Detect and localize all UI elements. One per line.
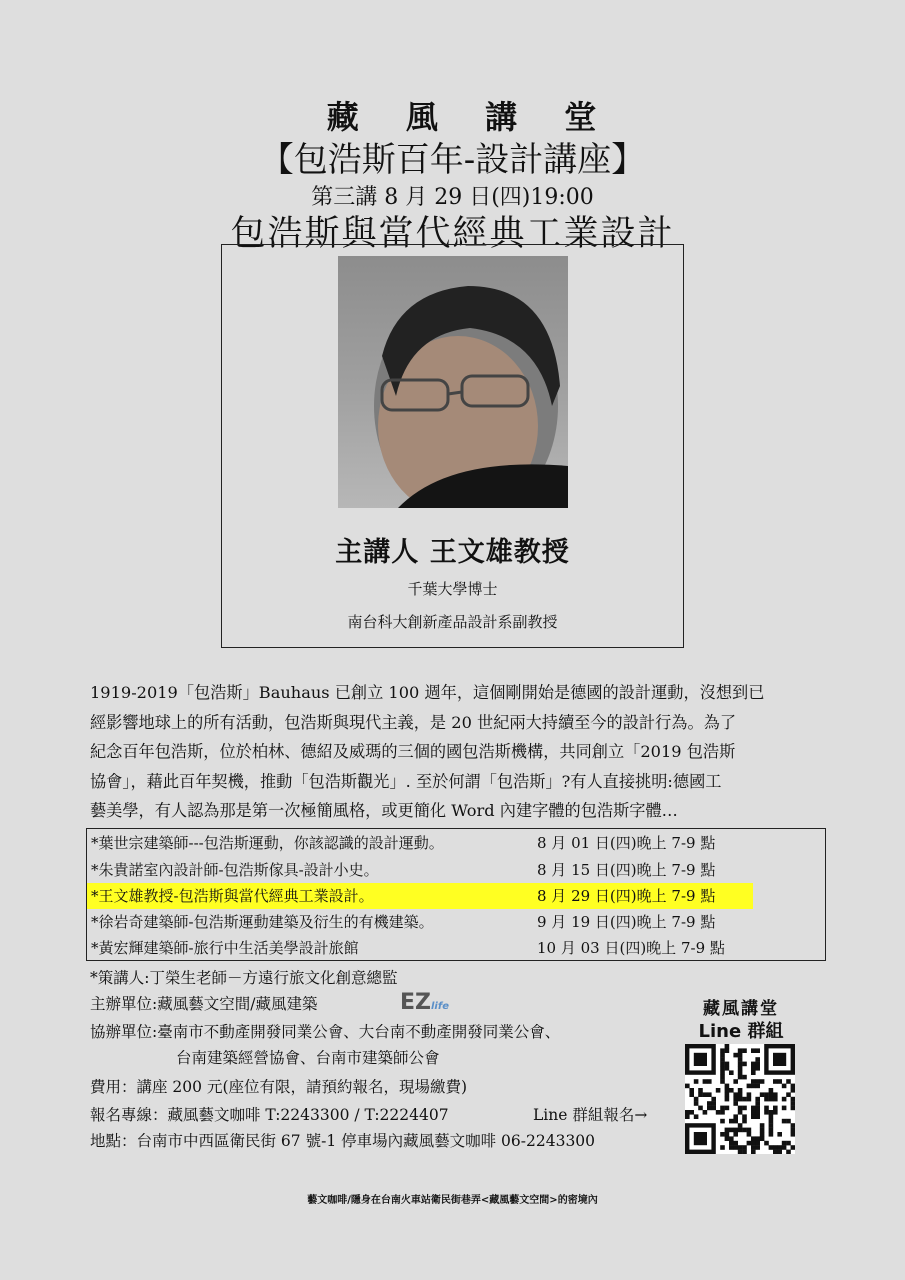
schedule-table — [86, 828, 826, 961]
schedule-row — [87, 935, 825, 961]
session-date: 第三講 8 月 29 日(四)19:00 — [311, 185, 594, 210]
talk-title: 包浩斯與當代經典工業設計 — [230, 214, 675, 254]
co-organizer-line: 台南建築經營協會、台南市建築師公會 — [176, 1049, 440, 1067]
schedule-row-highlighted — [87, 883, 753, 909]
speaker-credential: 千葉大學博士 — [407, 580, 498, 598]
schedule-row — [87, 830, 825, 856]
intro-line: 協會」，藉此百年契機，推動「包浩斯觀光」. 至於何謂「包浩斯」?有人直接挑明:德國工 — [90, 771, 722, 791]
schedule-topic: *朱貴諾室內設計師-包浩斯傢具-設計小史。 — [91, 861, 379, 879]
series-title: 【包浩斯百年-設計講座】 — [259, 140, 646, 180]
intro-line: 紀念百年包浩斯，位於柏林、德紹及威瑪的三個的國包浩斯機構，共同創立「2019 包浩斯 — [90, 742, 736, 761]
fee-line: 費用：講座 200 元(座位有限，請預約報名，現場繳費) — [90, 1078, 468, 1096]
schedule-date: 8 月 29 日(四)晚上 7-9 點 — [537, 887, 716, 905]
curator-line: *策講人:丁榮生老師－方遠行旅文化創意總監 — [90, 969, 398, 987]
qr-subtitle: Line 群組 — [698, 1021, 784, 1042]
speaker-credential: 南台科大創新產品設計系副教授 — [347, 613, 558, 631]
organizer-line: 主辦單位:藏風藝文空間/藏風建築 — [90, 995, 318, 1013]
schedule-date: 9 月 19 日(四)晚上 7-9 點 — [537, 913, 716, 931]
schedule-topic: *王文雄教授-包浩斯與當代經典工業設計。 — [91, 887, 374, 905]
speaker-name: 主講人 王文雄教授 — [335, 537, 570, 568]
intro-line: 藝美學，有人認為那是第一次極簡風格，或更簡化 Word 內建字體的包浩斯字體… — [90, 801, 678, 820]
speaker-portrait — [338, 256, 568, 508]
schedule-topic: *黃宏輝建築師-旅行中生活美學設計旅館 — [91, 939, 359, 957]
schedule-date: 8 月 15 日(四)晚上 7-9 點 — [537, 861, 716, 879]
brand-title: 藏 風 講 堂 — [326, 98, 615, 136]
qr-title: 藏風講堂 — [703, 999, 779, 1019]
ezlife-logo: EZlife — [400, 990, 449, 1015]
intro-line: 1919-2019「包浩斯」Bauhaus 已創立 100 週年，這個剛開始是德國的設計運動，沒想到已 — [90, 683, 765, 702]
schedule-topic: *徐岩奇建築師-包浩斯運動建築及衍生的有機建築。 — [91, 913, 434, 931]
intro-line: 經影響地球上的所有活動，包浩斯與現代主義，是 20 世紀兩大持續至今的設計行為。為了 — [90, 712, 737, 732]
schedule-date: 10 月 03 日(四)晚上 7-9 點 — [537, 939, 725, 957]
line-signup-text: Line 群組報名→ — [533, 1106, 648, 1124]
schedule-topic: *葉世宗建築師---包浩斯運動，你該認識的設計運動。 — [91, 834, 444, 852]
schedule-row — [87, 909, 825, 935]
venue-line: 地點：台南市中西區衛民街 67 號-1 停車場內藏風藝文咖啡 06-2243300 — [90, 1132, 596, 1150]
schedule-date: 8 月 01 日(四)晚上 7-9 點 — [537, 834, 716, 852]
co-organizer-line: 協辦單位:臺南市不動產開發同業公會、大台南不動產開發同業公會、 — [90, 1023, 561, 1041]
schedule-row — [87, 857, 825, 883]
signup-phone-line: 報名專線：藏風藝文咖啡 T:2243300 / T:2224407 — [90, 1106, 449, 1124]
intro-paragraph — [90, 678, 830, 826]
footer-note: 藝文咖啡/隱身在台南火車站衛民街巷弄<藏風藝文空間>的密境內 — [307, 1195, 598, 1206]
qr-code-icon[interactable] — [685, 1044, 795, 1154]
